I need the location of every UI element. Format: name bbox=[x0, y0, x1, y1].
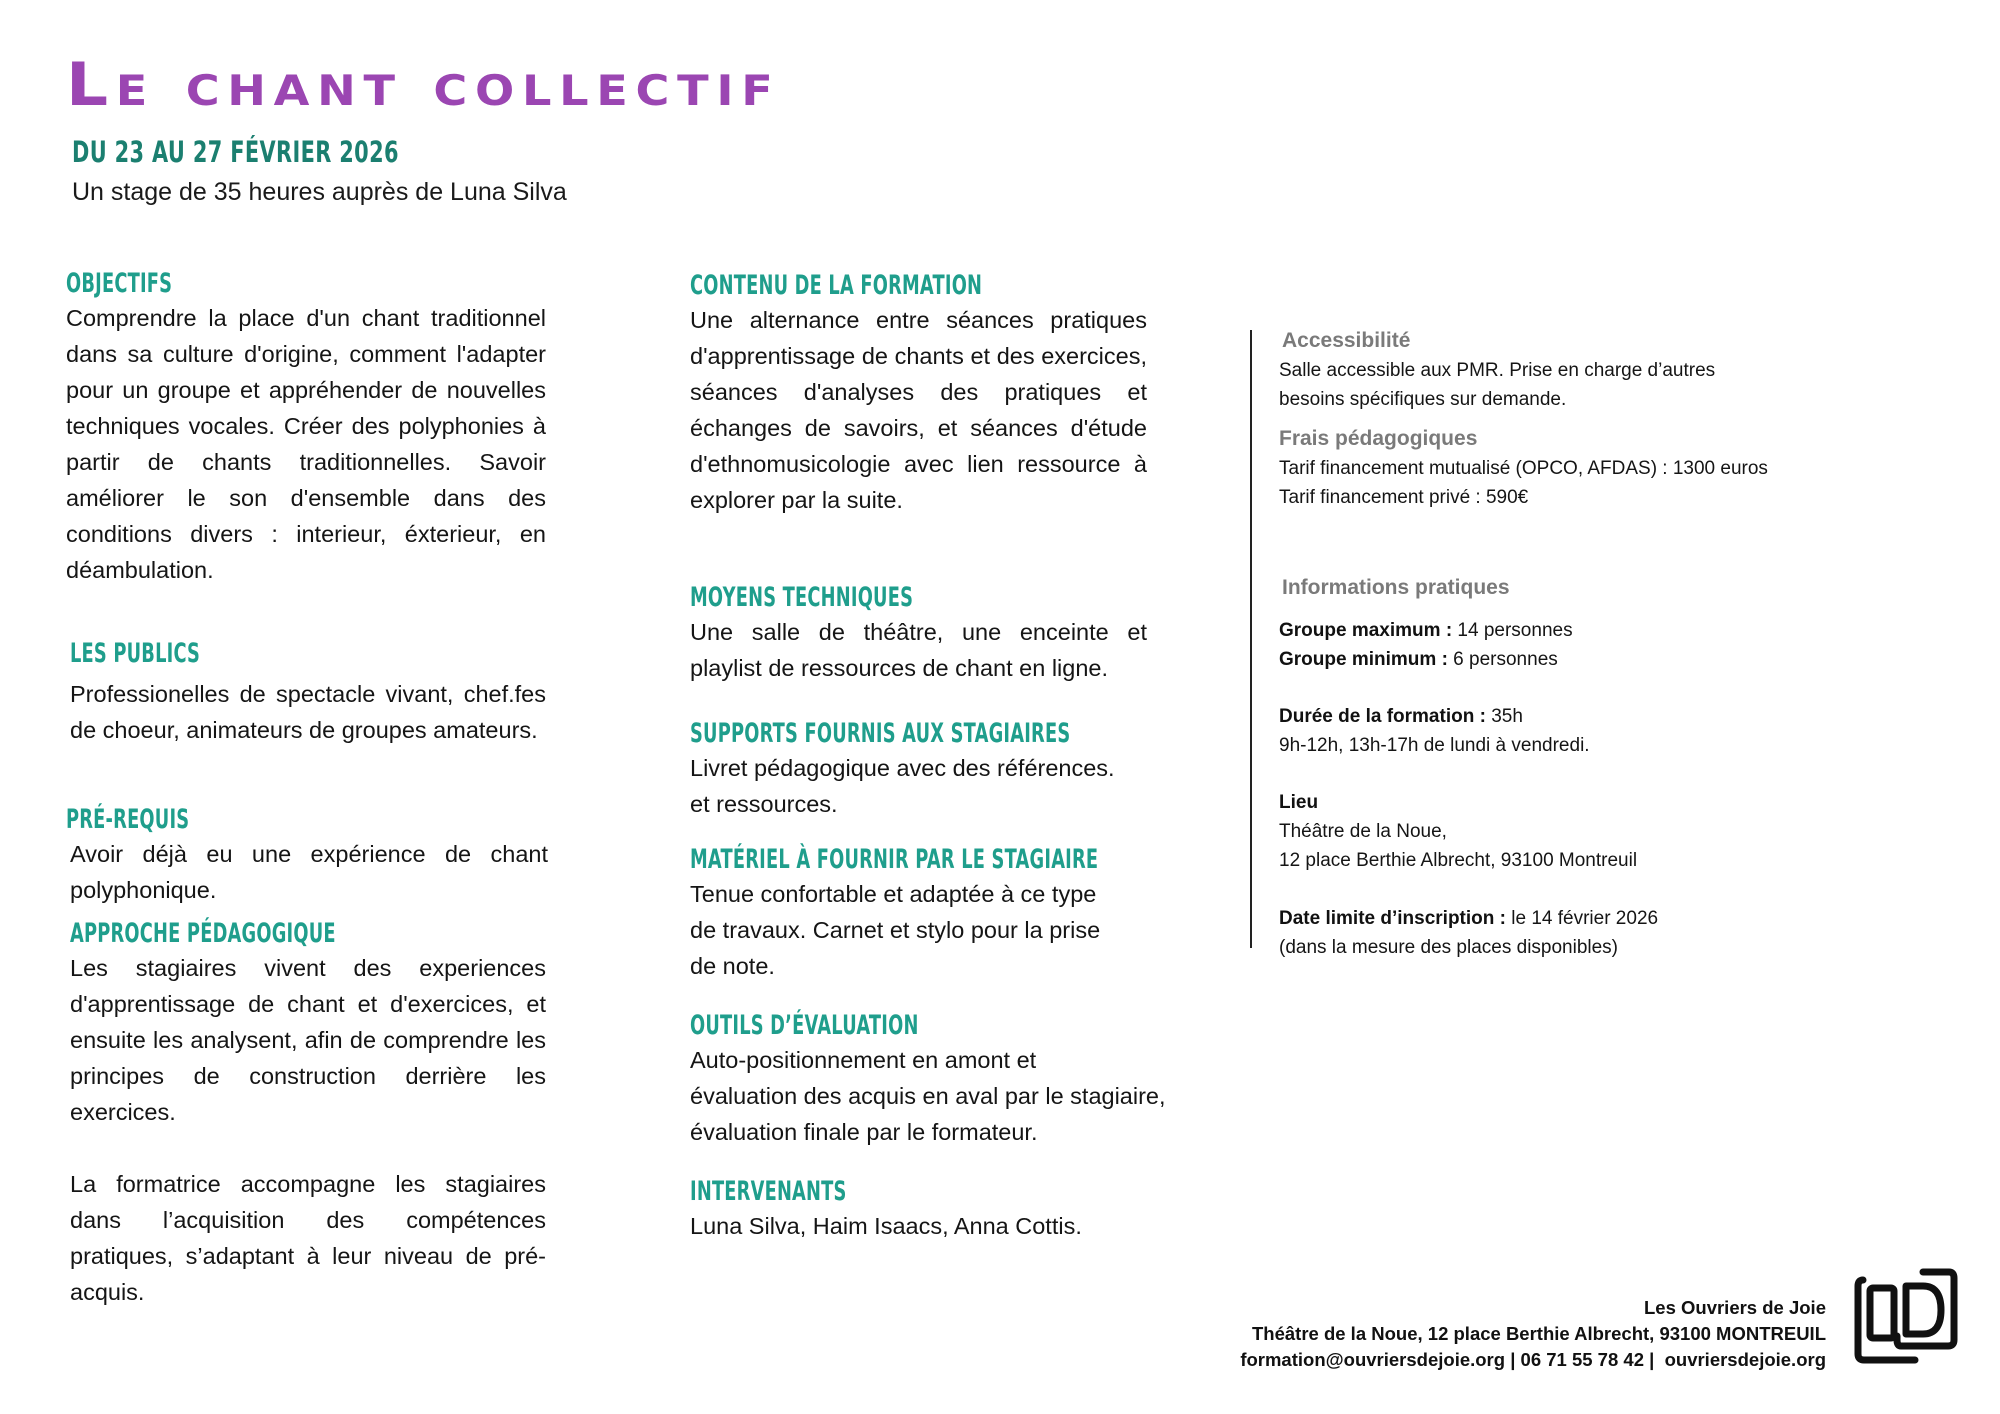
section-objectifs bbox=[66, 268, 546, 588]
footer-address: Théâtre de la Noue, 12 place Berthie Albrecht, 93100 MONTREUIL bbox=[1251, 1323, 1826, 1344]
body-line: et ressources. bbox=[690, 791, 838, 817]
body-line: Auto-positionnement en amont et bbox=[690, 1047, 1037, 1073]
footer-email[interactable]: formation@ouvriersdejoie.org bbox=[1240, 1349, 1506, 1370]
section-publics bbox=[70, 638, 546, 748]
section-heading: PRÉ-REQUIS bbox=[66, 804, 190, 835]
training-dates: DU 23 AU 27 FÉVRIER 2026 bbox=[72, 135, 399, 169]
duration-label: Durée de la formation : bbox=[1279, 706, 1486, 727]
section-contenu bbox=[690, 270, 1147, 518]
location-line: 12 place Berthie Albrecht, 93100 Montreuil bbox=[1279, 850, 1638, 871]
section-prerequis bbox=[66, 804, 548, 908]
section-body bbox=[690, 1042, 1230, 1150]
fee-mutualise: Tarif financement mutualisé (OPCO, AFDAS) : 1300 euros bbox=[1279, 458, 1768, 479]
ouvriers-de-joie-logo-icon bbox=[1853, 1266, 1961, 1366]
location-block bbox=[1279, 788, 1879, 875]
accessibility-block bbox=[1279, 326, 1882, 414]
duration-block bbox=[1279, 702, 1879, 760]
section-approche-pedagogique bbox=[70, 918, 546, 1310]
section-heading: MOYENS TECHNIQUES bbox=[690, 582, 914, 613]
schedule: 9h-12h, 13h-17h de lundi à vendredi. bbox=[1279, 735, 1590, 756]
group-max-value: 14 personnes bbox=[1452, 620, 1573, 641]
section-body: Les stagiaires vivent des experiences d'apprentissage de chant et d'exercices, et ensuite les analysent, afin de comprendre les principes de construction derrière les exercices. bbox=[70, 955, 546, 1125]
section-heading: SUPPORTS FOURNIS AUX STAGIAIRES bbox=[690, 718, 1071, 749]
info-heading: Frais pédagogiques bbox=[1279, 427, 1478, 450]
section-body bbox=[690, 750, 1147, 822]
section-heading: MATÉRIEL À FOURNIR PAR LE STAGIAIRE bbox=[690, 844, 1099, 875]
section-outils-evaluation bbox=[690, 1010, 1230, 1150]
deadline-note: (dans la mesure des places disponibles) bbox=[1279, 937, 1619, 958]
section-intervenants bbox=[690, 1176, 1230, 1244]
info-body bbox=[1279, 356, 1882, 414]
body-line: de travaux. Carnet et stylo pour la prise bbox=[690, 917, 1101, 943]
deadline-label: Date limite d’inscription : bbox=[1279, 908, 1506, 929]
section-body: Une salle de théâtre, une enceinte et playlist de ressources de chant en ligne. bbox=[690, 619, 1147, 681]
duration-value: 35h bbox=[1485, 706, 1523, 727]
footer-org-name: Les Ouvriers de Joie bbox=[1643, 1297, 1826, 1318]
section-supports bbox=[690, 718, 1147, 822]
section-heading: OBJECTIFS bbox=[66, 268, 173, 299]
deadline-value: le 14 février 2026 bbox=[1505, 908, 1659, 929]
page-title: Le chant collectif bbox=[66, 50, 781, 120]
footer-website[interactable]: ouvriersdejoie.org bbox=[1664, 1349, 1826, 1370]
info-heading: Accessibilité bbox=[1282, 329, 1411, 352]
page-subtitle: Un stage de 35 heures auprès de Luna Silva bbox=[72, 178, 567, 206]
group-size-block bbox=[1279, 616, 1879, 674]
section-moyens-techniques bbox=[690, 582, 1147, 686]
location-label: Lieu bbox=[1279, 792, 1319, 813]
body-line: de note. bbox=[690, 953, 775, 979]
registration-deadline-block bbox=[1279, 904, 1879, 962]
body-line: Livret pédagogique avec des références. bbox=[690, 755, 1115, 781]
section-body: Avoir déjà eu une expérience de chant polyphonique. bbox=[70, 841, 548, 903]
section-body: Professionelles de spectacle vivant, chef.fes de choeur, animateurs de groupes amateurs. bbox=[70, 681, 546, 743]
section-heading: CONTENU DE LA FORMATION bbox=[690, 270, 983, 301]
group-max-label: Groupe maximum : bbox=[1279, 620, 1453, 641]
footer-phone[interactable]: 06 71 55 78 42 bbox=[1520, 1349, 1644, 1370]
footer-contact bbox=[1240, 1347, 1826, 1373]
info-heading: Informations pratiques bbox=[1282, 576, 1510, 599]
separator: | bbox=[1643, 1349, 1665, 1370]
section-body: Luna Silva, Haim Isaacs, Anna Cottis. bbox=[690, 1213, 1082, 1239]
body-line: Tenue confortable et adaptée à ce type bbox=[690, 881, 1097, 907]
body-line: évaluation finale par le formateur. bbox=[690, 1119, 1038, 1145]
section-body: Comprendre la place d'un chant traditionnel dans sa culture d'origine, comment l'adapter pour un groupe et appréhender de nouvelles techniques vocales. Créer des polyphonies à partir de chants traditionnelles. Savoir améliorer le son d'ensemble dans des conditions divers : interieur, éxterieur, en déambulation. bbox=[66, 305, 546, 583]
location-line: Théâtre de la Noue, bbox=[1279, 821, 1447, 842]
separator: | bbox=[1505, 1349, 1521, 1370]
info-line: Salle accessible aux PMR. Prise en charge d’autres bbox=[1279, 360, 1716, 381]
body-line: évaluation des acquis en aval par le stagiaire, bbox=[690, 1083, 1166, 1109]
section-heading: INTERVENANTS bbox=[690, 1176, 847, 1207]
section-materiel bbox=[690, 844, 1147, 984]
section-heading: LES PUBLICS bbox=[70, 638, 201, 669]
group-min-value: 6 personnes bbox=[1447, 649, 1558, 670]
group-min-label: Groupe minimum : bbox=[1279, 649, 1448, 670]
section-heading: OUTILS D’ÉVALUATION bbox=[690, 1010, 919, 1041]
section-heading: APPROCHE PÉDAGOGIQUE bbox=[70, 918, 336, 949]
fee-prive: Tarif financement privé : 590€ bbox=[1279, 487, 1529, 508]
section-body: Une alternance entre séances pratiques d'apprentissage de chants et des exercices, séances d'analyses des pratiques et échanges de savoirs, et séances d'étude d'ethnomusicologie avec lien ressource à explorer par la suite. bbox=[690, 307, 1147, 513]
info-line: besoins spécifiques sur demande. bbox=[1279, 389, 1567, 410]
footer bbox=[1240, 1295, 1826, 1373]
info-panel-divider bbox=[1250, 330, 1252, 948]
fees-block bbox=[1279, 424, 1879, 512]
practical-info-heading-block bbox=[1282, 573, 1882, 603]
section-body bbox=[690, 876, 1147, 984]
section-body: La formatrice accompagne les stagiaires dans l’acquisition des compétences pratiques, s’adaptant à leur niveau de pré-acquis. bbox=[70, 1171, 546, 1305]
